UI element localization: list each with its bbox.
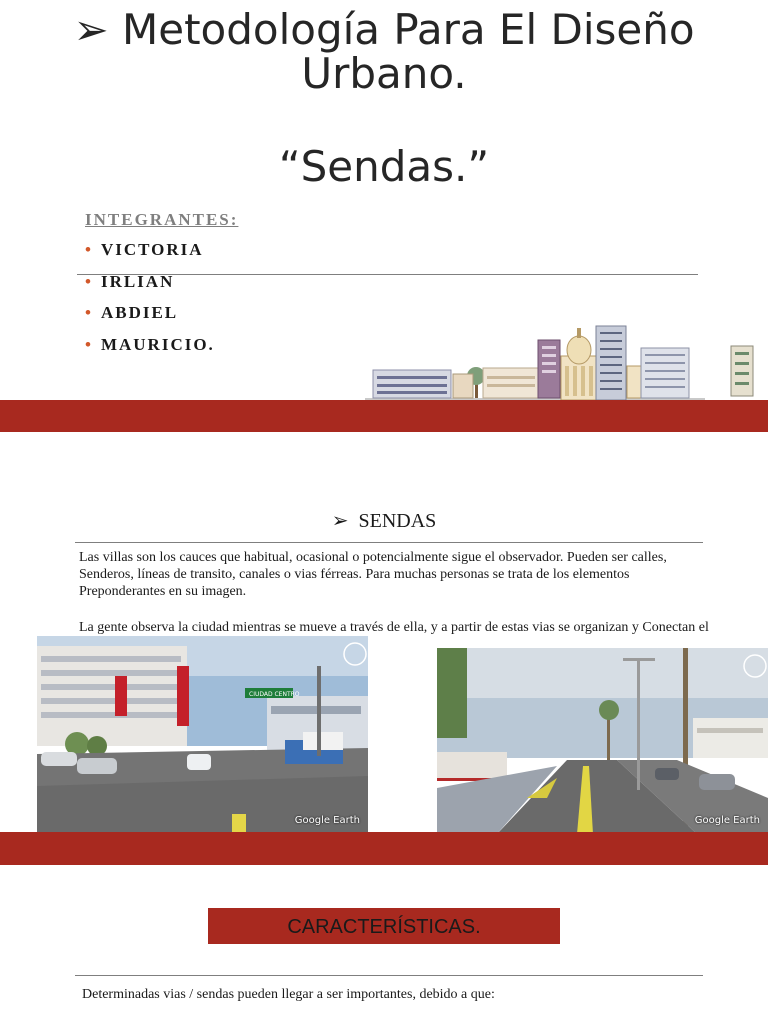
characteristics-heading: CARACTERÍSTICAS. bbox=[208, 908, 560, 944]
member-name: MAURICIO. bbox=[100, 335, 215, 354]
slide-subtitle: “Sendas.” bbox=[278, 142, 490, 191]
street-photo-right bbox=[437, 648, 768, 834]
bullet-icon: • bbox=[85, 303, 93, 322]
city-skyline-illustration bbox=[365, 318, 768, 402]
paragraph: Las villas son los cauces que habitual, ocasional o potencialmente sigue el observador. Pueden ser calles, Senderos, líneas de transito, canales o vias férreas. Para muchas personas se trata de los elementos Preponderantes en su imagen. bbox=[79, 550, 667, 599]
member-name: IRLIAN bbox=[100, 272, 175, 291]
member-item bbox=[85, 272, 174, 292]
bullet-icon: • bbox=[85, 272, 93, 291]
bullet-icon: • bbox=[85, 240, 93, 259]
google-earth-watermark: Google Earth bbox=[694, 815, 760, 826]
members-heading: INTEGRANTES: bbox=[85, 210, 239, 229]
slide-footer-band bbox=[0, 400, 768, 432]
paragraph: Determinadas vias / sendas pueden llegar a ser importantes, debido a que: bbox=[82, 987, 495, 1002]
divider bbox=[75, 542, 703, 543]
title-line-1: Metodología Para El Diseño bbox=[122, 5, 695, 54]
member-item bbox=[85, 335, 215, 355]
street-photo-left bbox=[37, 636, 368, 834]
slide-footer-band bbox=[0, 832, 768, 865]
member-name: VICTORIA bbox=[100, 240, 204, 259]
google-earth-watermark: Google Earth bbox=[294, 815, 360, 826]
street-sign: CIUDAD CENTRO bbox=[249, 691, 300, 698]
section-heading bbox=[0, 508, 768, 533]
arrow-icon: ➢ bbox=[331, 510, 349, 532]
divider bbox=[75, 975, 703, 976]
member-item bbox=[85, 240, 204, 260]
member-item bbox=[85, 303, 178, 323]
slide-title bbox=[0, 5, 768, 98]
bullet-icon: • bbox=[85, 335, 93, 354]
paragraph: La gente observa la ciudad mientras se mueve a través de ella, y a partir de estas vias se organizan y Conectan el bbox=[79, 620, 709, 635]
section-heading-text: SENDAS bbox=[358, 510, 437, 532]
member-name: ABDIEL bbox=[100, 303, 179, 322]
arrow-icon: ➢ bbox=[73, 5, 109, 54]
title-line-2: Urbano. bbox=[301, 49, 467, 98]
